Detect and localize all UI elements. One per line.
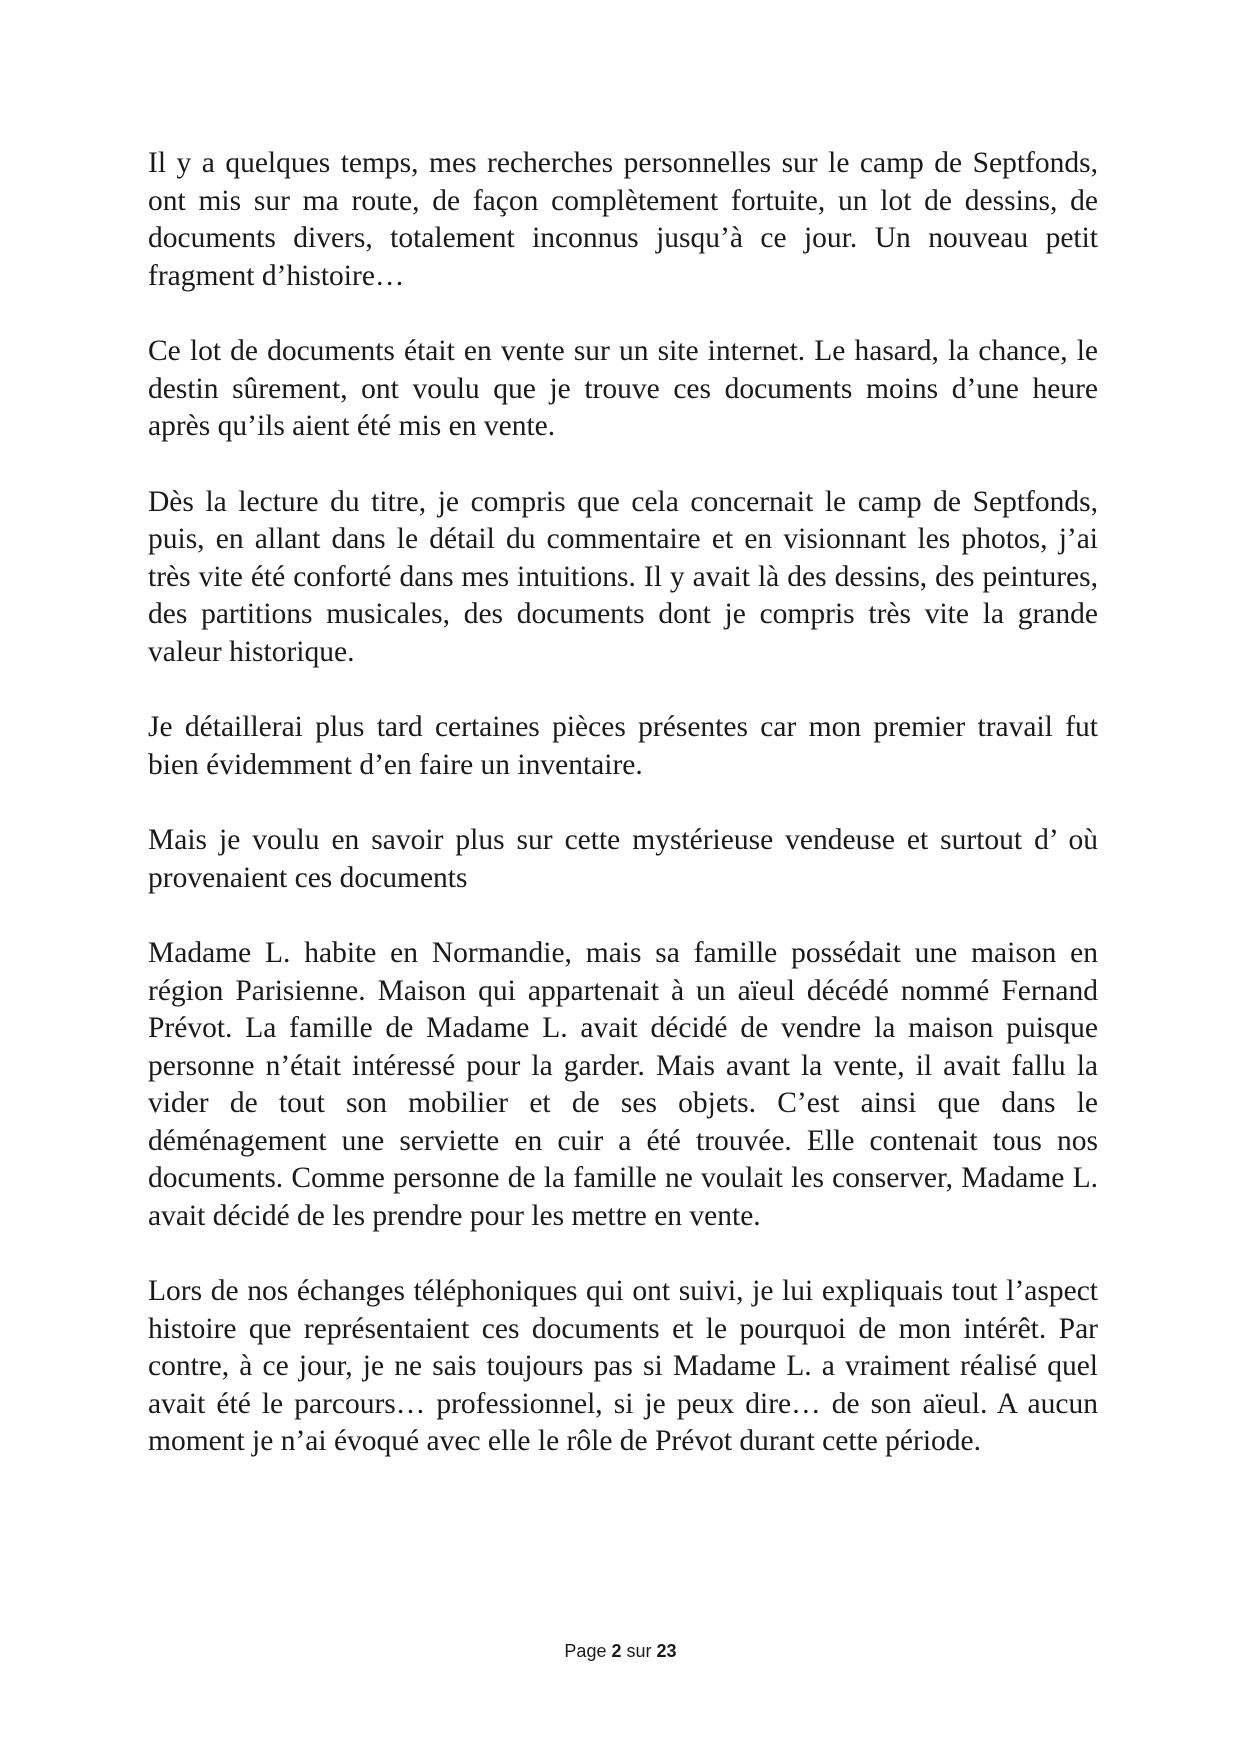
paragraph-4: Je détaillerai plus tard certaines pièces présentes car mon premier travail fut bien évidemment d’en faire un inventaire. — [148, 711, 1098, 781]
paragraph-3: Dès la lecture du titre, je compris que cela concernait le camp de Septfonds, puis, en allant dans le détail du commentaire et en visionnant les photos, j’ai très vite été conforté dans mes intuitions. Il y avait là des dessins, des peintures, des partitions musicales, des documents dont je compris très vite la grande valeur historique. — [148, 485, 1098, 668]
body-text — [148, 145, 1098, 1499]
paragraph-2: Ce lot de documents était en vente sur un site internet. Le hasard, la chance, le destin sûrement, ont voulu que je trouve ces documents moins d’une heure après qu’ils aient été mis en vente. — [148, 335, 1098, 442]
paragraph-1: Il y a quelques temps, mes recherches personnelles sur le camp de Septfonds, ont mis sur ma route, de façon complètement fortuite, un lot de dessins, de documents divers, totalement inconnus jusqu’à ce jour. Un nouveau petit fragment d’histoire… — [148, 147, 1098, 292]
current-page-number: 2 — [611, 1641, 622, 1661]
paragraph-5: Mais je voulu en savoir plus sur cette mystérieuse vendeuse et surtout d’ où provenaient ces documents — [148, 824, 1098, 894]
paragraph-7: Lors de nos échanges téléphoniques qui ont suivi, je lui expliquais tout l’aspect histoire que représentaient ces documents et le pourquoi de mon intérêt. Par contre, à ce jour, je ne sais toujours pas si Madame L. a vraiment réalisé quel avait été le parcours… professionnel, si je peux dire… de son aïeul. A aucun moment je n’ai évoqué avec elle le rôle de Prévot durant cette période. — [148, 1275, 1098, 1457]
page-separator: sur — [626, 1641, 652, 1661]
total-page-count: 23 — [656, 1641, 677, 1661]
page-footer — [0, 1641, 1241, 1662]
page-label: Page — [564, 1641, 607, 1661]
paragraph-6: Madame L. habite en Normandie, mais sa famille possédait une maison en région Parisienne. Maison qui appartenait à un aïeul décédé nommé Fernand Prévot. La famille de Madame L. avait décidé de vendre la maison puisque personne n’était intéressé pour la garder. Mais avant la vente, il avait fallu la vider de tout son mobilier et de ses objets. C’est ainsi que dans le déménagement une serviette en cuir a été trouvée. Elle contenait tous nos documents. Comme personne de la famille ne voulait les conserver, Madame L. avait décidé de les prendre pour les mettre en vente. — [148, 937, 1098, 1232]
